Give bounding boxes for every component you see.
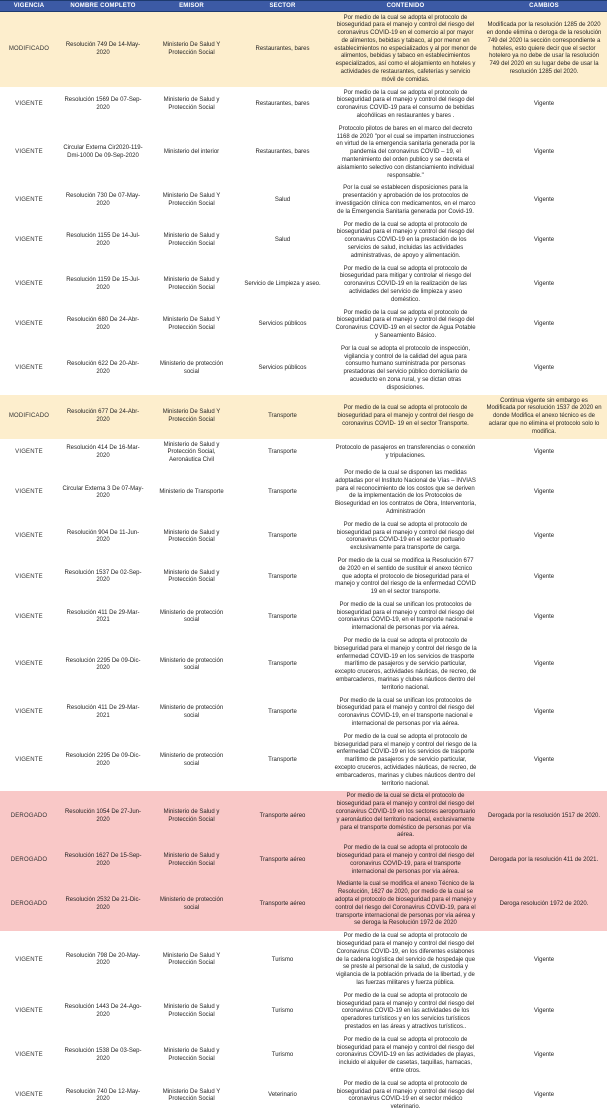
sector-cell: Transporte: [235, 439, 330, 467]
cambios-cell: Vigente: [481, 636, 607, 696]
cambios-cell: Vigente: [481, 439, 607, 467]
contenido-cell: Por medio de la cual se unifican los protocolos de bioseguridad para el manejo y control del riesgo del coronavirus COVID-19, en el transporte nacional e internacional de personas por vía aérea.: [330, 695, 481, 731]
cambios-cell: Vigente: [481, 263, 607, 307]
cambios-cell: Derogada por la resolución 1517 de 2020.: [481, 791, 607, 843]
sector-cell: Transporte aéreo: [235, 791, 330, 843]
sector-cell: Transporte: [235, 555, 330, 599]
column-header-cambios: CAMBIOS: [481, 1, 607, 12]
column-header-nombre-completo: NOMBRE COMPLETO: [58, 1, 148, 12]
nombre-completo-cell: Circular Externa Cir2020-119-Dmi-1000 De 09-Sep-2020: [58, 123, 148, 183]
nombre-completo-cell: Resolución 680 De 24-Abr-2020: [58, 307, 148, 343]
emisor-cell: Ministerio de Salud y Protección Social: [148, 219, 235, 263]
vigencia-cell: VIGENTE: [0, 439, 58, 467]
vigencia-cell: VIGENTE: [0, 599, 58, 635]
cambios-cell: Vigente: [481, 343, 607, 395]
column-header-emisor: EMISOR: [148, 1, 235, 12]
sector-cell: Transporte: [235, 395, 330, 439]
emisor-cell: Ministerio de Salud y Protección Social, Aeronáutica Civil: [148, 439, 235, 467]
cambios-cell: Continua vigente sin embargo es Modificada por resolución 1537 de 2020 en donde Modifica el anexo técnico es de aclarar que no elimina el protocolo solo lo modifica.: [481, 395, 607, 439]
contenido-cell: Por medio de la cual se adopta el protocolo de bioseguridad para el manejo y control del riesgo del Coronavirus COVID-19, en los diferentes eslabones de la cadena logística del servicio de hospedaje que se preste al personal de la salud, de custodia y vigilancia de la población privada de la libertad, y de las fuerzas militares y fuerza pública.: [330, 931, 481, 991]
table-row: [0, 519, 607, 555]
emisor-cell: Ministerio del interior: [148, 123, 235, 183]
emisor-cell: Ministerio De Salud Y Protección Social: [148, 931, 235, 991]
cambios-cell: Vigente: [481, 695, 607, 731]
cambios-cell: Vigente: [481, 1078, 607, 1114]
contenido-cell: Por medio de la cual se adopta el protocolo de bioseguridad para el manejo y control del riesgo del Coronavirus COVID-19 en el sector de Agua Potable y Saneamiento Básico.: [330, 307, 481, 343]
contenido-cell: Protocolo de pasajeros en transferencias o conexión y tripulaciones.: [330, 439, 481, 467]
nombre-completo-cell: Resolución 1627 De 15-Sep-2020: [58, 843, 148, 879]
contenido-cell: Protocolo pilotos de bares en el marco del decreto 1168 de 2020 "por el cual se imparten instrucciones en virtud de la emergencia sanitaria generada por la pandemia del coronavirus COVID – 19, el mantenimiento del orden publico y se decreta el aislamiento selectivo con distanciamiento individual responsable.": [330, 123, 481, 183]
cambios-cell: Vigente: [481, 183, 607, 219]
nombre-completo-cell: Resolución 904 De 11-Jun-2020: [58, 519, 148, 555]
sector-cell: Turismo: [235, 931, 330, 991]
cambios-cell: Vigente: [481, 599, 607, 635]
contenido-cell: Por medio de la cual se adopta el protocolo de bioseguridad para el manejo y control del riesgo del coronavirus COVID-19 en el sector portuario exclusivamente para transporte de carga.: [330, 519, 481, 555]
cambios-cell: Derogada por la resolución 411 de 2021.: [481, 843, 607, 879]
cambios-cell: Vigente: [481, 219, 607, 263]
cambios-cell: Vigente: [481, 990, 607, 1034]
sector-cell: Transporte aéreo: [235, 879, 330, 931]
nombre-completo-cell: Resolución 1159 De 15-Jul-2020: [58, 263, 148, 307]
emisor-cell: Ministerio de protección social: [148, 731, 235, 791]
vigencia-cell: VIGENTE: [0, 87, 58, 123]
emisor-cell: Ministerio de Salud y Protección Social: [148, 791, 235, 843]
cambios-cell: Modificada por la resolución 1285 de 2020 en donde elimina o deroga de la resolución 749 del 2020 la sección correspondiente a hoteles, esto quiere decir que el sector hotelero ya no debe de usar la resolución 749 del 2020 en su lugar debe de usar la resolución 1285 del 2020.: [481, 12, 607, 88]
emisor-cell: Ministerio de protección social: [148, 636, 235, 696]
contenido-cell: Por medio de la cual se adopta el protocolo de bioseguridad para el manejo y control del riesgo del coronavirus COVID-19 en las actividades de playas, incluido el alquiler de casetas, taquillas, hamacas, entre otros.: [330, 1034, 481, 1078]
nombre-completo-cell: Resolución 1155 De 14-Jul-2020: [58, 219, 148, 263]
emisor-cell: Ministerio de Salud y Protección Social: [148, 87, 235, 123]
contenido-cell: Por la cual se establecen disposiciones para la presentación y aprobación de los protocolos de investigación clínica con medicamentos, en el marco de la Emergencia Sanitaria generada por Covid-19.: [330, 183, 481, 219]
vigencia-cell: VIGENTE: [0, 1078, 58, 1114]
column-header-contenido: CONTENIDO: [330, 1, 481, 12]
sector-cell: Restaurantes, bares: [235, 123, 330, 183]
sector-cell: Veterinario: [235, 1078, 330, 1114]
nombre-completo-cell: Resolución 411 De 29-Mar-2021: [58, 599, 148, 635]
sector-cell: Turismo: [235, 990, 330, 1034]
nombre-completo-cell: Resolución 622 De 20-Abr-2020: [58, 343, 148, 395]
table-row: [0, 731, 607, 791]
emisor-cell: Ministerio de Salud y Protección Social: [148, 263, 235, 307]
cambios-cell: Vigente: [481, 555, 607, 599]
cambios-cell: Vigente: [481, 1034, 607, 1078]
sector-cell: Transporte: [235, 519, 330, 555]
emisor-cell: Ministerio de Salud y Protección Social: [148, 990, 235, 1034]
sector-cell: Servicio de Limpieza y aseo.: [235, 263, 330, 307]
sector-cell: Transporte: [235, 599, 330, 635]
nombre-completo-cell: Resolución 1569 De 07-Sep-2020: [58, 87, 148, 123]
nombre-completo-cell: Resolución 798 De 20-May-2020: [58, 931, 148, 991]
sector-cell: Turismo: [235, 1034, 330, 1078]
vigencia-cell: DEROGADO: [0, 879, 58, 931]
nombre-completo-cell: Resolución 414 De 16-Mar-2020: [58, 439, 148, 467]
emisor-cell: Ministerio De Salud Y Protección Social: [148, 395, 235, 439]
contenido-cell: Por medio de la cual se dicta el protocolo de bioseguridad para el manejo y control del riesgo del coronavirus COVID-19 en los sectores aeroportuario y aeronáutico del territorio nacional, exclusivamente para el transporte doméstico de personas por vía aérea.: [330, 791, 481, 843]
emisor-cell: Ministerio de Transporte: [148, 467, 235, 519]
contenido-cell: Por medio de la cual se adopta el protocolo de bioseguridad para el manejo y control del riesgo de la enfermedad COVID-19 en los servicios de trasporte marítimo de pasajeros y de servicio particular, excepto cruceros, actividades náuticas, de recreo, de embarcaderos, marinas y clubes náuticos dentro del territorio nacional.: [330, 636, 481, 696]
emisor-cell: Ministerio de Salud y Protección Social: [148, 519, 235, 555]
nombre-completo-cell: Resolución 2532 De 21-Dic-2020: [58, 879, 148, 931]
sector-cell: Salud: [235, 183, 330, 219]
vigencia-cell: DEROGADO: [0, 791, 58, 843]
emisor-cell: Ministerio de Salud y Protección Social: [148, 555, 235, 599]
nombre-completo-cell: Circular Externa 3 De 07-May-2020: [58, 467, 148, 519]
emisor-cell: Ministerio de protección social: [148, 599, 235, 635]
sector-cell: Transporte aéreo: [235, 843, 330, 879]
vigencia-cell: VIGENTE: [0, 695, 58, 731]
vigencia-cell: VIGENTE: [0, 263, 58, 307]
emisor-cell: Ministerio De Salud Y Protección Social: [148, 1078, 235, 1114]
vigencia-cell: VIGENTE: [0, 555, 58, 599]
emisor-cell: Ministerio De Salud Y Protección Social: [148, 12, 235, 88]
contenido-cell: Por medio de la cual se adopta el protocolo de bioseguridad para mitigar y controlar el riesgo del coronavirus COVID-19 en la realización de las actividades del servicio de limpieza y aseo doméstico.: [330, 263, 481, 307]
vigencia-cell: VIGENTE: [0, 219, 58, 263]
cambios-cell: Vigente: [481, 519, 607, 555]
table-body: [0, 12, 607, 1114]
vigencia-cell: VIGENTE: [0, 636, 58, 696]
vigencia-cell: VIGENTE: [0, 931, 58, 991]
table-row: [0, 599, 607, 635]
vigencia-cell: VIGENTE: [0, 519, 58, 555]
nombre-completo-cell: Resolución 1054 De 27-Jun-2020: [58, 791, 148, 843]
contenido-cell: Mediante la cual se modifica el anexo Técnico de la Resolución, 1627 de 2020, por medio de la cual se adopta el protocolo de bioseguridad para el manejo y control del riesgo del Coronavirus COVID-19, para el transporte internacional de personas por vía aérea y se deroga la Resolución 1972 de 2020: [330, 879, 481, 931]
table-row: [0, 636, 607, 696]
nombre-completo-cell: Resolución 2295 De 09-Dic-2020: [58, 636, 148, 696]
nombre-completo-cell: Resolución 2295 De 09-Dic-2020: [58, 731, 148, 791]
contenido-cell: Por medio de la cual se adopta el protocolo de bioseguridad para el manejo y control del riesgo del coronavirus COVID-19 en el comercio al por mayor de alimentos, bebidas y tabaco, al por menor en establecimientos no especializados y al por menor de alimentos, bebidas y tabaco en establecimientos especializados, así como el alojamiento en hoteles y actividades de restaurantes, cafeterías y servicio móvil de comidas.: [330, 12, 481, 88]
table-row: [0, 219, 607, 263]
table-row: [0, 263, 607, 307]
table-row: [0, 439, 607, 467]
nombre-completo-cell: Resolución 1443 De 24-Ago-2020: [58, 990, 148, 1034]
contenido-cell: Por medio de la cual se adopta el protocolo de bioseguridad para el manejo y control del riesgo del coronavirus COVID-19 para el consumo de bebidas alcohólicas en restaurantes y bares .: [330, 87, 481, 123]
cambios-cell: Vigente: [481, 731, 607, 791]
sector-cell: Transporte: [235, 636, 330, 696]
table-row: [0, 555, 607, 599]
contenido-cell: Por medio de la cual se unifican los protocolos de bioseguridad para el manejo y control del riesgo del coronavirus COVID-19, en el transporte nacional e internacional de personas por vía aérea.: [330, 599, 481, 635]
table-header: [0, 1, 607, 12]
vigencia-cell: MODIFICADO: [0, 395, 58, 439]
emisor-cell: Ministerio De Salud Y Protección Social: [148, 307, 235, 343]
table-header-row: [0, 1, 607, 12]
nombre-completo-cell: Resolución 730 De 07-May-2020: [58, 183, 148, 219]
table-row: [0, 87, 607, 123]
contenido-cell: Por medio de la cual se adopta el protocolo de bioseguridad para el manejo y control del riesgo de la enfermedad COVID-19 en los servicios de trasporte marítimo de pasajeros y de servicio particular, excepto cruceros, actividades náuticas, de recreo, de embarcaderos, marinas y clubes náuticos dentro del territorio nacional.: [330, 731, 481, 791]
vigencia-cell: VIGENTE: [0, 467, 58, 519]
vigencia-cell: VIGENTE: [0, 731, 58, 791]
sector-cell: Transporte: [235, 695, 330, 731]
contenido-cell: Por medio de la cual se adopta el protocolo de bioseguridad para el manejo y control del riesgo del coronavirus COVID-19 en las actividades de los operadores turísticos y en los servicios turísticos prestados en las áreas y atractivos turísticos..: [330, 990, 481, 1034]
vigencia-cell: MODIFICADO: [0, 12, 58, 88]
nombre-completo-cell: Resolución 677 De 24-Abr-2020: [58, 395, 148, 439]
cambios-cell: Vigente: [481, 467, 607, 519]
vigencia-cell: DEROGADO: [0, 843, 58, 879]
table-row: [0, 695, 607, 731]
table-row: [0, 123, 607, 183]
table-row: [0, 1034, 607, 1078]
vigencia-cell: VIGENTE: [0, 123, 58, 183]
contenido-cell: Por medio de la cual se disponen las medidas adoptadas por el Instituto Nacional de Vías – INVIAS para el reconocimiento de los costos que se deriven de la implementación de los Protocolos de Bioseguridad en los contratos de Obra, Interventoría, Administración: [330, 467, 481, 519]
sector-cell: Transporte: [235, 467, 330, 519]
emisor-cell: Ministerio De Salud Y Protección Social: [148, 183, 235, 219]
contenido-cell: Por la cual se adopta el protocolo de inspección, vigilancia y control de la calidad del agua para consumo humano suministrada por personas prestadoras del servicio público domiciliario de acueducto en zona rural, y se dictan otras disposiciones.: [330, 343, 481, 395]
sector-cell: Servicios públicos: [235, 307, 330, 343]
table-row: [0, 843, 607, 879]
sector-cell: Servicios públicos: [235, 343, 330, 395]
column-header-vigencia: VIGENCIA: [0, 1, 58, 12]
table-row: [0, 879, 607, 931]
table-row: [0, 395, 607, 439]
table-row: [0, 343, 607, 395]
sector-cell: Restaurantes, bares: [235, 12, 330, 88]
table-row: [0, 183, 607, 219]
vigencia-cell: VIGENTE: [0, 1034, 58, 1078]
nombre-completo-cell: Resolución 1537 De 02-Sep-2020: [58, 555, 148, 599]
vigencia-cell: VIGENTE: [0, 343, 58, 395]
contenido-cell: Por medio de la cual se adopta el protocolo de bioseguridad para el manejo y control del riesgo del coronavirus COVID-19 en la prestación de los servicios de salud, incluidas las actividades administrativas, de apoyo y alimentación.: [330, 219, 481, 263]
emisor-cell: Ministerio de protección social: [148, 343, 235, 395]
emisor-cell: Ministerio de Salud y Protección Social: [148, 843, 235, 879]
vigencia-cell: VIGENTE: [0, 307, 58, 343]
contenido-cell: Por medio de la cual se adopta el protocolo de bioseguridad para el manejo y control del riesgo de coronavirus COVID- 19 en el sector Transporte.: [330, 395, 481, 439]
nombre-completo-cell: Resolución 1538 De 03-Sep-2020: [58, 1034, 148, 1078]
sector-cell: Salud: [235, 219, 330, 263]
column-header-sector: SECTOR: [235, 1, 330, 12]
contenido-cell: Por medio de la cual se adopta el protocolo de bioseguridad para el manejo y control del riesgo del coronavirus COVID-19 en el sector médico veterinario.: [330, 1078, 481, 1114]
table-row: [0, 791, 607, 843]
table-row: [0, 307, 607, 343]
sector-cell: Restaurantes, bares: [235, 87, 330, 123]
emisor-cell: Ministerio de protección social: [148, 879, 235, 931]
table-row: [0, 990, 607, 1034]
contenido-cell: Por medio de la cual se adopta el protocolo de bioseguridad para el manejo y control del riesgo del coronavirus COVID-19, para el transporte internacional de personas por vía aérea.: [330, 843, 481, 879]
table-row: [0, 1078, 607, 1114]
table-row: [0, 931, 607, 991]
table-row: [0, 12, 607, 88]
nombre-completo-cell: Resolución 411 De 29-Mar-2021: [58, 695, 148, 731]
emisor-cell: Ministerio de Salud y Protección Social: [148, 1034, 235, 1078]
nombre-completo-cell: Resolución 749 De 14-May-2020: [58, 12, 148, 88]
cambios-cell: Vigente: [481, 931, 607, 991]
cambios-cell: Vigente: [481, 123, 607, 183]
nombre-completo-cell: Resolución 740 De 12-May-2020: [58, 1078, 148, 1114]
cambios-cell: Deroga resolución 1972 de 2020.: [481, 879, 607, 931]
cambios-cell: Vigente: [481, 87, 607, 123]
vigencia-cell: VIGENTE: [0, 990, 58, 1034]
cambios-cell: Vigente: [481, 307, 607, 343]
vigencia-cell: VIGENTE: [0, 183, 58, 219]
table-row: [0, 467, 607, 519]
sector-cell: Transporte: [235, 731, 330, 791]
emisor-cell: Ministerio de protección social: [148, 695, 235, 731]
contenido-cell: Por medio de la cual se modifica la Resolución 677 de 2020 en el sentido de sustituir el anexo técnico que adopta el protocolo de bioseguridad para el manejo y control del riesgo de la enfermedad COVID 19 en el sector transporte.: [330, 555, 481, 599]
